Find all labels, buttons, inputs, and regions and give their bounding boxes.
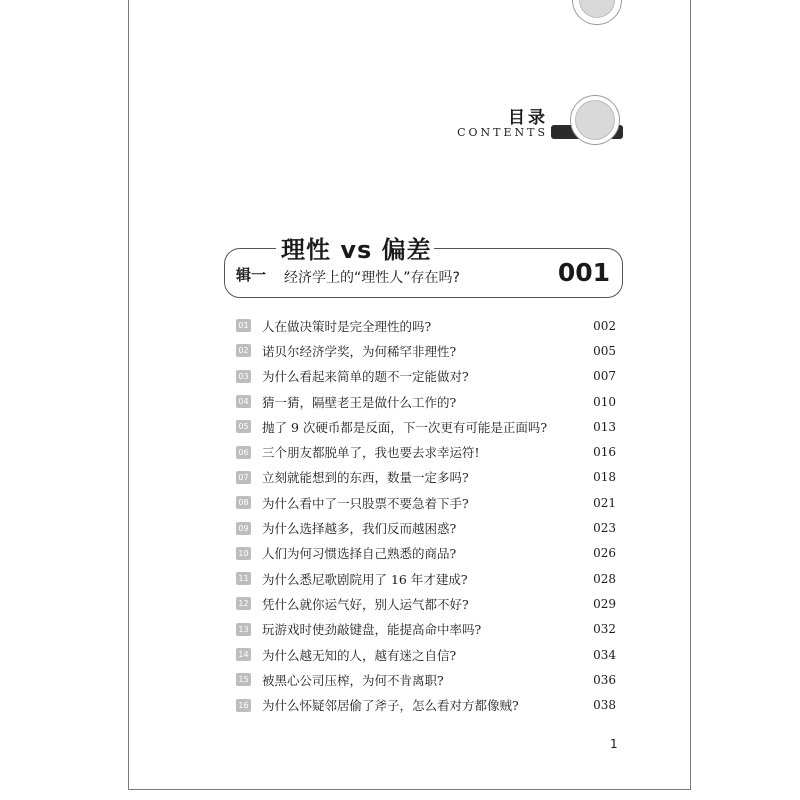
entry-page-number: 032 (593, 622, 616, 637)
toc-entry[interactable] (236, 465, 622, 490)
toc-subtitle: CONTENTS (457, 126, 548, 139)
toc-entry[interactable] (236, 667, 622, 692)
entry-number-badge: 08 (236, 496, 251, 509)
section-label: 辑一 (236, 266, 267, 284)
toc-entry[interactable] (236, 515, 622, 540)
entry-page-number: 026 (593, 546, 616, 561)
entry-number-badge: 16 (236, 699, 251, 712)
entry-title: 为什么越无知的人，越有迷之自信? (262, 647, 457, 663)
entry-title: 为什么怀疑邻居偷了斧子，怎么看对方都像贼? (262, 698, 519, 714)
entry-number-badge: 11 (236, 572, 251, 585)
entry-title: 立刻就能想到的东西，数量一定多吗? (262, 470, 469, 486)
page-number: 1 (610, 737, 618, 751)
toc-entry[interactable] (236, 490, 622, 515)
entry-page-number: 034 (593, 647, 616, 662)
toc-entry[interactable] (236, 439, 622, 464)
entry-title: 人们为何习惯选择自己熟悉的商品? (262, 546, 457, 562)
toc-entry[interactable] (236, 338, 622, 363)
entry-number-badge: 13 (236, 623, 251, 636)
toc-entry[interactable] (236, 617, 622, 642)
entry-page-number: 013 (593, 419, 616, 434)
entry-title: 玩游戏时使劲敲键盘，能提高命中率吗? (262, 622, 482, 638)
entry-page-number: 023 (593, 521, 616, 536)
toc-entry[interactable] (236, 591, 622, 616)
toc-entry[interactable] (236, 541, 622, 566)
entry-number-badge: 06 (236, 446, 251, 459)
entry-title: 凭什么就你运气好，别人运气都不好? (262, 596, 469, 612)
entry-title: 为什么看中了一只股票不要急着下手? (262, 495, 469, 511)
toc-entry[interactable] (236, 414, 622, 439)
entry-page-number: 029 (593, 596, 616, 611)
toc-entry[interactable] (236, 364, 622, 389)
entry-number-badge: 03 (236, 370, 251, 383)
entry-title: 诺贝尔经济学奖，为何稀罕非理性? (262, 343, 457, 359)
entry-page-number: 002 (593, 318, 616, 333)
entry-number-badge: 05 (236, 420, 251, 433)
entry-title: 为什么悉尼歌剧院用了 16 年才建成? (262, 571, 468, 587)
toc-entry[interactable] (236, 313, 622, 338)
toc-entry-list (236, 313, 622, 718)
entry-page-number: 028 (593, 571, 616, 586)
entry-page-number: 018 (593, 470, 616, 485)
entry-page-number: 038 (593, 698, 616, 713)
entry-number-badge: 10 (236, 547, 251, 560)
entry-number-badge: 01 (236, 319, 251, 332)
entry-number-badge: 07 (236, 471, 251, 484)
toc-entry[interactable] (236, 389, 622, 414)
entry-number-badge: 15 (236, 673, 251, 686)
entry-number-badge: 02 (236, 344, 251, 357)
section-page-number: 001 (557, 258, 610, 287)
entry-number-badge: 12 (236, 597, 251, 610)
entry-page-number: 016 (593, 445, 616, 460)
entry-title: 被黑心公司压榨，为何不肯离职? (262, 672, 444, 688)
entry-page-number: 036 (593, 672, 616, 687)
entry-number-badge: 09 (236, 522, 251, 535)
toc-title: 目录 (508, 108, 548, 128)
section-title: 理性 vs 偏差 (281, 236, 432, 264)
entry-number-badge: 14 (236, 648, 251, 661)
entry-title: 人在做决策时是完全理性的吗? (262, 318, 432, 334)
entry-title: 为什么看起来简单的题不一定能做对? (262, 369, 469, 385)
section-subtitle: 经济学上的“理性人”存在吗? (284, 270, 460, 286)
entry-title: 为什么选择越多，我们反而越困惑? (262, 521, 457, 537)
entry-number-badge: 04 (236, 395, 251, 408)
decorative-circle-contents (571, 96, 619, 144)
entry-title: 猜一猜，隔壁老王是做什么工作的? (262, 394, 457, 410)
toc-entry[interactable] (236, 642, 622, 667)
entry-page-number: 007 (593, 369, 616, 384)
entry-page-number: 010 (593, 394, 616, 409)
entry-title: 抛了 9 次硬币都是反面，下一次更有可能是正面吗? (262, 419, 548, 435)
toc-entry[interactable] (236, 692, 622, 717)
entry-title: 三个朋友都脱单了，我也要去求幸运符! (262, 445, 480, 461)
entry-page-number: 021 (593, 495, 616, 510)
entry-page-number: 005 (593, 343, 616, 358)
toc-entry[interactable] (236, 566, 622, 591)
